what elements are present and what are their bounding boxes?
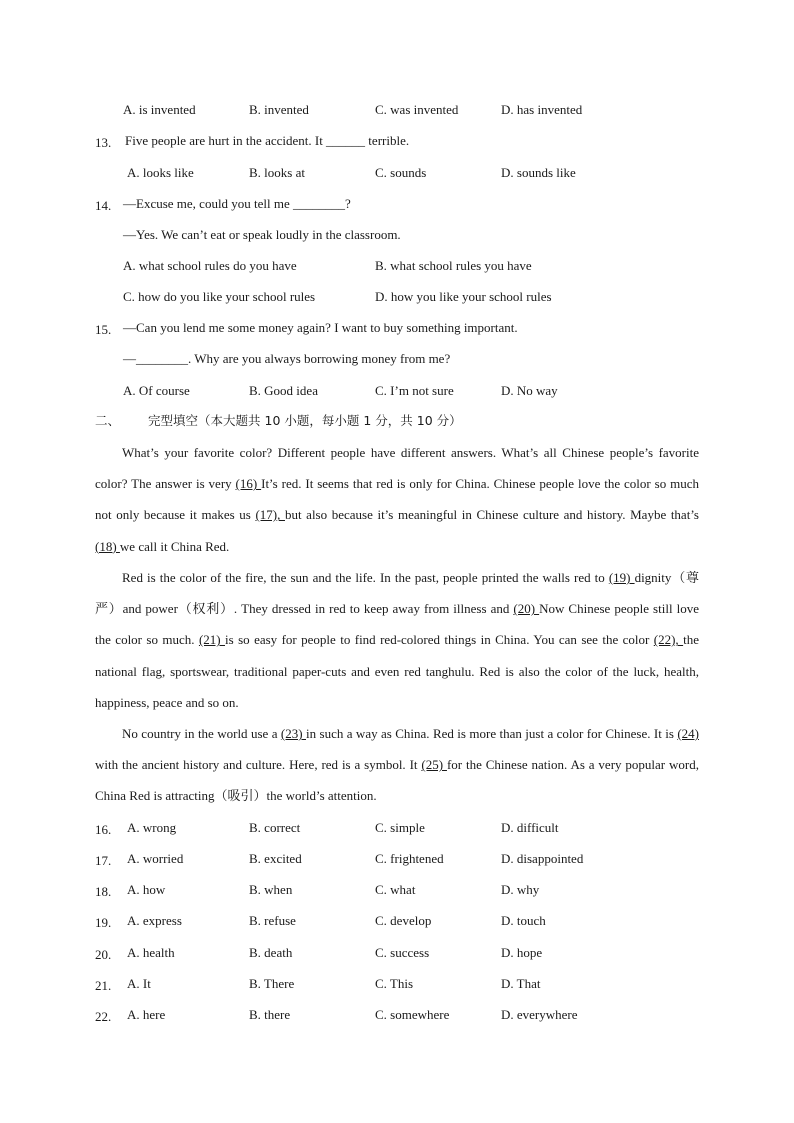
passage-text: with the ancient history and culture. Here, red is a symbol. It <box>95 757 422 773</box>
q15-option-b: B. Good idea <box>249 383 318 398</box>
q13-option-c: C. sounds <box>375 165 427 180</box>
question-number: 17. <box>95 853 112 868</box>
option-b: B. correct <box>249 820 301 835</box>
q14-option-a: A. what school rules do you have <box>123 258 297 273</box>
q14-option-c: C. how do you like your school rules <box>123 289 316 304</box>
question-stem: Five people are hurt in the accident. It ______ terrible. <box>125 133 410 148</box>
blank-24: (24) <box>677 726 699 741</box>
q15-option-c: C. I’m not sure <box>375 383 454 398</box>
passage-paragraph-3 <box>95 718 699 812</box>
option-a: A. how <box>127 882 166 897</box>
blank-23: (23) <box>280 726 306 741</box>
passage-text: is so easy for people to find red-colored things in China. You can see the color <box>225 632 654 648</box>
question-number: 22. <box>95 1009 112 1024</box>
question-reply: —Yes. We can’t eat or speak loudly in the classroom. <box>123 227 401 242</box>
question-number: 15. <box>95 322 112 337</box>
q15-option-a: A. Of course <box>123 383 190 398</box>
q12-option-a: A. is invented <box>123 102 196 117</box>
option-c: C. This <box>375 976 414 991</box>
question-number: 18. <box>95 884 112 899</box>
passage-text: in such a way as China. Red is more than just a color for Chinese. It is <box>305 726 678 741</box>
section-title: 完型填空（本大题共 10 小题，每小题 1 分，共 10 分） <box>148 413 462 428</box>
question-number: 19. <box>95 915 112 930</box>
option-d: D. everywhere <box>501 1007 578 1022</box>
passage-paragraph-1 <box>95 437 699 562</box>
passage-text: dignity（尊严）and power（权利）. They dressed in red to keep away from illness and <box>95 570 699 617</box>
passage-text: Red is the color of the fire, the sun and the life. In the past, people printed the walls red to <box>122 570 609 585</box>
q13-option-d: D. sounds like <box>501 165 576 180</box>
option-d: D. touch <box>501 913 546 928</box>
option-a: A. here <box>127 1007 166 1022</box>
option-a: A. It <box>127 976 151 991</box>
passage-paragraph-2 <box>95 562 699 718</box>
blank-18: (18) <box>95 538 120 554</box>
option-a: A. wrong <box>127 820 177 835</box>
option-d: D. why <box>501 882 540 897</box>
q13-option-b: B. looks at <box>249 165 305 180</box>
blank-20: (20) <box>513 601 540 617</box>
q13-option-a: A. looks like <box>127 165 194 180</box>
q12-option-b: B. invented <box>249 102 309 117</box>
passage-text: for the Chinese nation. As a very popular word, China Red is attracting（吸引）the world’s attention. <box>95 757 699 804</box>
question-number: 20. <box>95 947 112 962</box>
question-number: 14. <box>95 198 112 213</box>
section-heading <box>95 413 462 429</box>
q14-option-b: B. what school rules you have <box>375 258 532 273</box>
option-b: B. death <box>249 945 293 960</box>
passage-text: we call it China Red. <box>119 538 230 554</box>
option-d: D. difficult <box>501 820 559 835</box>
option-b: B. when <box>249 882 293 897</box>
option-d: D. That <box>501 976 541 991</box>
passage-text: but also because it’s meaningful in Chinese culture and history. Maybe that’s <box>284 507 699 523</box>
option-c: C. simple <box>375 820 425 835</box>
option-a: A. express <box>127 913 182 928</box>
option-d: D. hope <box>501 945 543 960</box>
option-b: B. refuse <box>249 913 296 928</box>
blank-19: (19) <box>608 570 635 585</box>
option-c: C. frightened <box>375 851 444 866</box>
option-c: C. what <box>375 882 416 897</box>
option-b: B. there <box>249 1007 291 1022</box>
q14-option-d: D. how you like your school rules <box>375 289 552 304</box>
blank-21: (21) <box>198 632 226 648</box>
option-c: C. develop <box>375 913 432 928</box>
option-b: B. excited <box>249 851 302 866</box>
q15-option-d: D. No way <box>501 383 558 398</box>
question-stem: —Can you lend me some money again? I want to buy something important. <box>123 320 518 335</box>
q12-option-c: C. was invented <box>375 102 459 117</box>
option-c: C. somewhere <box>375 1007 450 1022</box>
blank-17: (17), <box>255 507 285 523</box>
q12-option-d: D. has invented <box>501 102 583 117</box>
question-number: 13. <box>95 135 112 150</box>
option-c: C. success <box>375 945 430 960</box>
passage-text: Now Chinese people still love the color so much. <box>95 601 699 648</box>
blank-16: (16) <box>235 476 262 492</box>
blank-25: (25) <box>421 757 447 773</box>
section-number: 二、 <box>95 413 121 428</box>
option-d: D. disappointed <box>501 851 584 866</box>
blank-22: (22), <box>653 632 684 648</box>
option-b: B. There <box>249 976 295 991</box>
passage-text: What’s your favorite color? Different people have different answers. What’s all Chinese people’s favorite color? The answer is very <box>95 445 699 492</box>
question-stem: —Excuse me, could you tell me ________? <box>123 196 351 211</box>
option-a: A. health <box>127 945 175 960</box>
question-reply: —________. Why are you always borrowing money from me? <box>123 351 451 366</box>
passage-text: No country in the world use a <box>122 726 281 741</box>
question-number: 21. <box>95 978 112 993</box>
passage-text: the national flag, sportswear, traditional paper-cuts and even red tanghulu. Red is also the color of the luck, health, happiness, peace and so on. <box>95 632 699 710</box>
option-a: A. worried <box>127 851 184 866</box>
passage-text: It’s red. It seems that red is only for China. Chinese people love the color so much not only because it makes us <box>95 476 699 523</box>
question-number: 16. <box>95 822 112 837</box>
